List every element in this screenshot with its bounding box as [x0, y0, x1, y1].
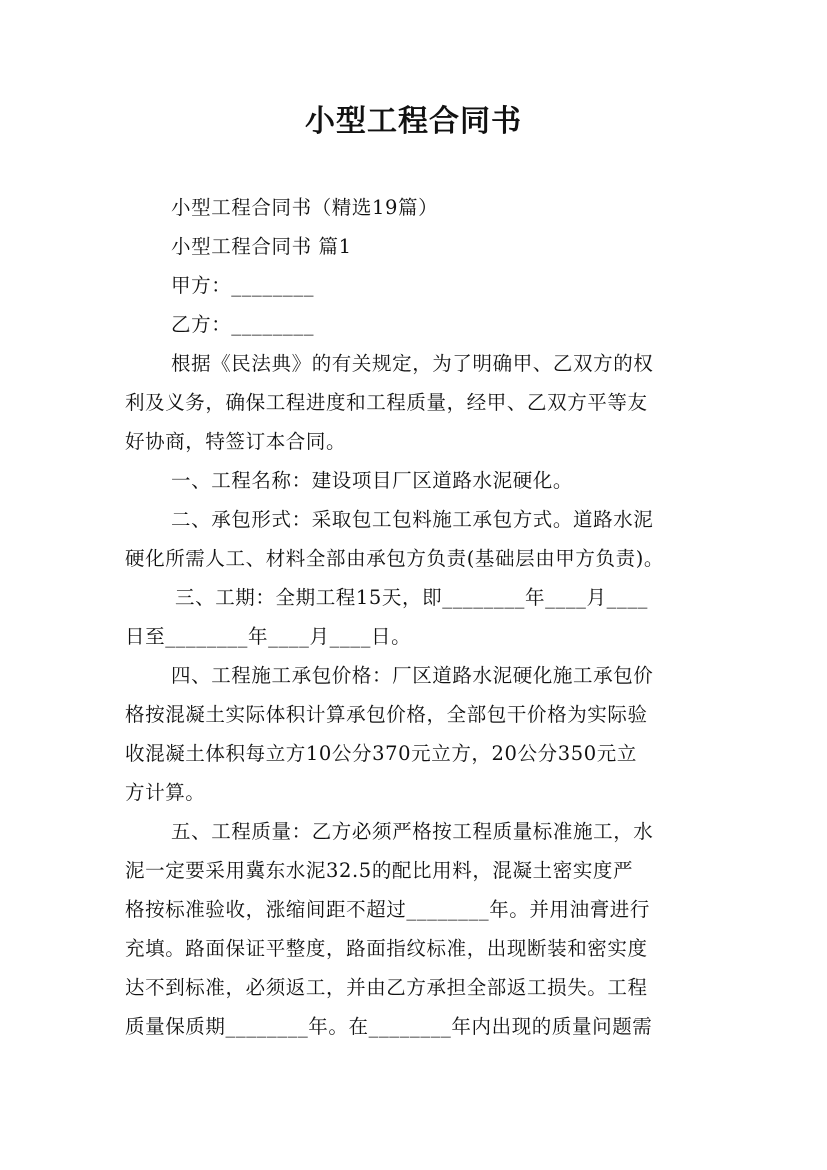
document-body	[125, 188, 725, 1046]
text-line: 硬化所需人工、材料全部由承包方负责(基础层由甲方负责)。	[125, 547, 665, 570]
text-line: 乙方：________	[171, 313, 315, 336]
document-title: 小型工程合同书	[305, 104, 522, 139]
text-line: 一、工程名称：建设项目厂区道路水泥硬化。	[171, 469, 574, 492]
text-line: 小型工程合同书 篇1	[171, 235, 352, 258]
text-line: 格按混凝土实际体积计算承包价格，全部包干价格为实际验	[125, 703, 648, 726]
text-line: 日至________年____月____日。	[125, 625, 412, 648]
text-line: 小型工程合同书（精选19篇）	[171, 196, 439, 219]
text-line: 根据《民法典》的有关规定，为了明确甲、乙双方的权	[171, 352, 654, 375]
text-line: 三、工期：全期工程15天，即________年____月____	[175, 586, 649, 609]
text-line: 格按标准验收，涨缩间距不超过________年。并用油膏进行	[125, 898, 651, 921]
text-line: 泥一定要采用冀东水泥32.5的配比用料，混凝土密实度严	[125, 859, 634, 882]
text-line: 五、工程质量：乙方必须严格按工程质量标准施工，水	[171, 820, 654, 843]
text-line: 达不到标准，必须返工，并由乙方承担全部返工损失。工程	[125, 976, 648, 999]
text-line: 质量保质期________年。在________年内出现的质量问题需	[125, 1015, 653, 1038]
text-line: 甲方：________	[171, 274, 315, 297]
text-line: 充填。路面保证平整度，路面指纹标准，出现断装和密实度	[125, 937, 648, 960]
text-line: 利及义务，确保工程进度和工程质量，经甲、乙双方平等友	[125, 391, 648, 414]
text-line: 四、工程施工承包价格：厂区道路水泥硬化施工承包价	[171, 664, 654, 687]
text-line: 二、承包形式：采取包工包料施工承包方式。道路水泥	[171, 508, 654, 531]
text-line: 收混凝土体积每立方10公分370元立方，20公分350元立	[125, 742, 637, 765]
text-line: 好协商，特签订本合同。	[125, 430, 347, 453]
text-line: 方计算。	[125, 781, 206, 804]
